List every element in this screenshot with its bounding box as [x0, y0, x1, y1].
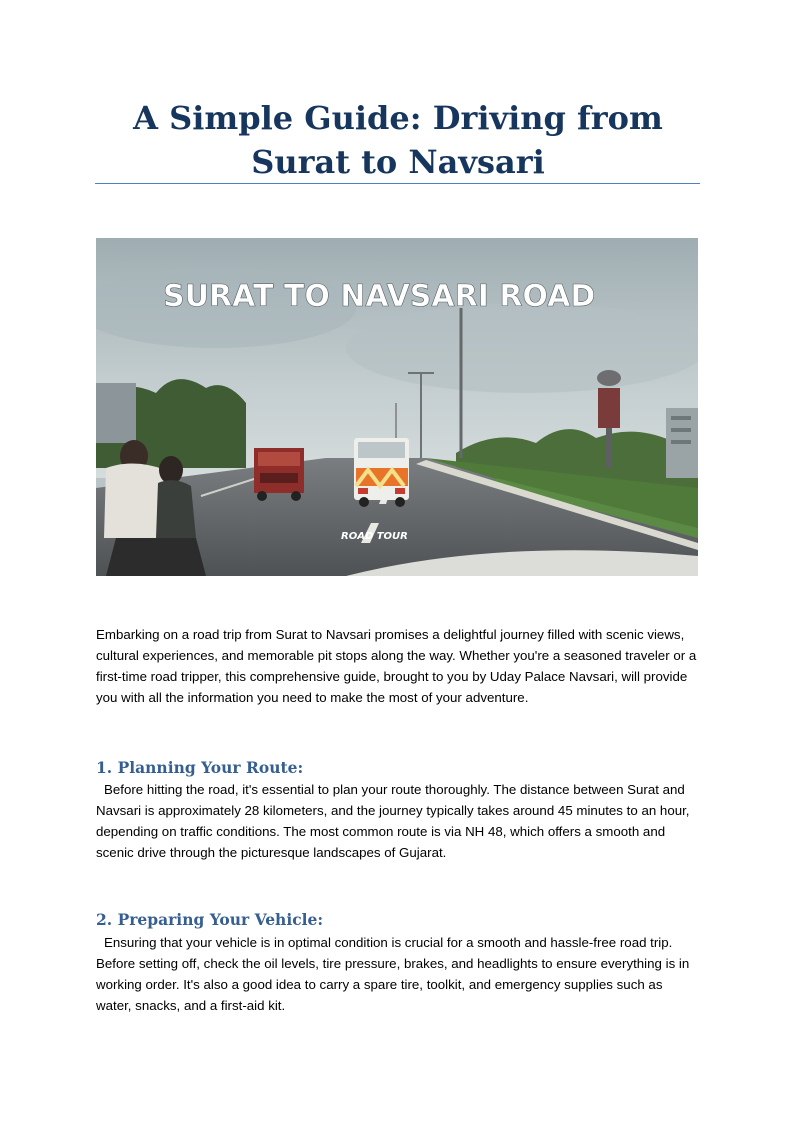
page-title: A Simple Guide: Driving from Surat to Navsari	[133, 99, 663, 181]
section-body-text: Before hitting the road, it's essential to plan your route thoroughly. The distance between Surat and Navsari is approximately 28 kilometers, and the journey typically takes around 45 minutes to an hour, depending on traffic conditions. The most common route is via NH 48, which offers a smooth and scenic drive through the picturesque landscapes of Gujarat.	[96, 782, 690, 860]
title-divider	[95, 183, 700, 184]
building-left	[96, 383, 136, 443]
hero-caption: ROAD TOUR	[341, 531, 408, 542]
ambulance	[354, 438, 409, 507]
hero-image	[96, 238, 698, 576]
section-body-preparing-vehicle	[96, 932, 700, 1016]
intro-paragraph: Embarking on a road trip from Surat to Navsari promises a delightful journey filled with scenic views, cultural experiences, and memorable pit stops along the way. Whether you're a seasoned traveler or a first-time road tripper, this comprehensive guide, brought to you by Uday Palace Navsari, will provide you with all the information you need to make the most of your adventure.	[96, 627, 697, 705]
section-heading-preparing-vehicle: 2. Preparing Your Vehicle:	[96, 910, 324, 929]
road-photo-illustration	[96, 238, 698, 576]
cloud	[346, 303, 698, 393]
hero-overlay-title: SURAT TO NAVSARI ROAD	[163, 279, 596, 314]
section-body-planning-route	[96, 779, 700, 863]
section-body-text: Ensuring that your vehicle is in optimal condition is crucial for a smooth and hassle-free road trip. Before setting off, check the oil levels, tire pressure, brakes, and headlights to ensure everything is in working order. It's also a good idea to carry a spare tire, toolkit, and emergency supplies such as water, snacks, and a first-aid kit.	[96, 935, 690, 1013]
section-heading-planning-route: 1. Planning Your Route:	[96, 758, 304, 777]
